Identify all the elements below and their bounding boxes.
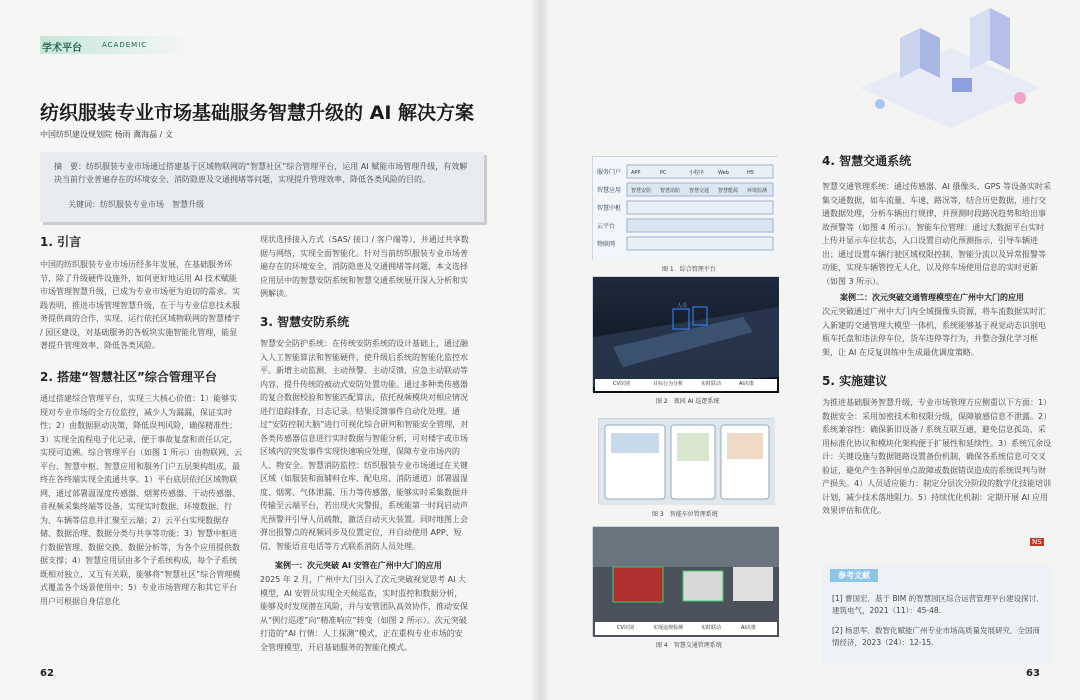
- section-5-heading: 5. 实施建议: [822, 374, 888, 388]
- column-2-intro: 现状选择接入方式（SAS/ 接口 / 客户端等），并通过共享数据与网络，实现全面智能化。针对当前纺织服装专业市场普遍存在的环境安全、消防隐患及交通拥堵等问题，本文选择应用层中的智慧安防系统和智慧交通系统展开深入分析和实例解读。: [260, 235, 469, 298]
- case-1-body: 2025 年 2 月，广州中大门引入了次元突破视觉思考 AI 大模型，AI 安管员实现全天候巡查，实时监控和数据分析，能够及时发现潜在风险，并与安管团队高效协作，推动安保从“例行巡逻”向“精准响应”转变（如图 2 所示）。次元突破打造的“AI 行情：人工探测”模式，正在重构专业市场的安全管理模型，开启基础服务的智能化模式。: [260, 575, 468, 652]
- abstract-text: 摘 要：纺织服装专业市场通过搭建基于区域物联网的“智慧社区”综合管理平台，运用 AI 赋能市场管理升级，有效解决当前行业普遍存在的环境安全、消防隐患及交通拥堵等问题，实现提升管理效率、降低各类风险的目的。: [54, 162, 468, 184]
- detection-label: 人员: [677, 303, 688, 309]
- end-mark: NS: [1032, 538, 1042, 546]
- figure-3-svg: [599, 419, 775, 505]
- fig1-cell: 智慧能源: [718, 188, 739, 194]
- figure-4-photo: [592, 526, 778, 636]
- article-authors: 中国纺织建设规划院 杨雨 冀海磊 / 文: [40, 130, 173, 139]
- fig1-row-box: [627, 237, 773, 250]
- page-number-right: 63: [1026, 668, 1040, 679]
- isometric-city-illustration: [840, 8, 1060, 148]
- references-heading: 参考文献: [830, 569, 878, 582]
- section-2-heading: 2. 搭建“智慧社区”综合管理平台: [40, 370, 217, 384]
- fig1-cell: 智慧安防: [631, 188, 652, 194]
- figure-3-caption: 图 3 智能车位管理系统: [652, 511, 718, 518]
- fig1-row-box: [627, 219, 773, 232]
- figure-3-screens: [598, 418, 774, 504]
- fig1-cell: 小程序: [689, 170, 705, 176]
- fig1-cell: APP: [631, 170, 641, 176]
- fig1-row-label: 智慧中枢: [597, 205, 622, 212]
- fig1-cell: 环境监测: [747, 188, 768, 194]
- section-3-body: 智慧安全防护系统：在传统安防系统的设计基础上，通过融入人工智能算法和智能硬件，使升级后系统的智能化监控水平。新增主动监测、主动预警、主动反馈、应急主动联动等内容，提升传统的被动式安防处置功能。通过多种类传感器的复合数据校验和智能匹配算法，依托视频模块对相应情况进行追踪排查，日志记录。结果反馈事件自动化处理。通过“安防控制大脑”进行可视化综合研判和智能安全管理，对各类传感器信息进行实时数据与智能分析，可对楼宇或市场区域内的突发事件实现快速响应处理，保障专业市场内的人、物安全。智慧消防监控：纺织服装专业市场通过在关键区域（如服装和面辅料仓库、配电房、消防通道）部署温湿度、烟雾、气体泄漏、压力等传感器，能够实时采集数据并传输至云端平台，若出现火灾警报，系统能第一时间启动声光预警并引导人员疏散，激活自动灭火装置。同时地图上会弹出报警点的视频同步及位置定位，并自动使用 APP、短信、智能语音电话等方式联系消防人员处理。: [260, 339, 469, 551]
- case-2-body: 次元突破通过广州中大门内全域摄像头资源，将车流数据实时汇入新建的交通管理大模型一体机，系统能够基于视觉动态识别电瓶车托盘和违法停车位，货车违停等行为，并整合强化学习框架，让 AI 在反复训练中生成最优调度策略。: [822, 307, 1046, 357]
- fig2-label-1: CV识别: [613, 381, 630, 387]
- fig1-cell: 智慧交通: [689, 188, 710, 194]
- fig4-label-3: 实时联动: [701, 625, 722, 631]
- case-1-heading: 案例一：次元突破 AI 安管在广州中大门的应用: [275, 561, 442, 570]
- section-1-heading: 1. 引言: [40, 235, 82, 249]
- fig1-cell: H5: [747, 170, 754, 176]
- figure-1-caption: 图 1 综合管理平台: [662, 266, 716, 273]
- reference-2: [2] 杨思军．数智化赋能广州专业市场高质量发展研究．全国商情经济，2023（24）：12-15.: [832, 626, 1041, 647]
- fig4-label-2: 实现违规检测: [653, 625, 684, 631]
- fig1-row-box: [627, 201, 773, 214]
- fig1-row-label: 云平台: [597, 223, 616, 230]
- section-label: 学术平台: [42, 43, 82, 54]
- figure-4-caption: 图 4 智慧交通管理系统: [656, 642, 722, 649]
- fig1-cell: Web: [718, 170, 729, 176]
- references-box: [822, 565, 1052, 665]
- figure-1-diagram: [592, 156, 778, 260]
- article-title: 纺织服装专业市场基础服务智慧升级的 AI 解决方案: [40, 102, 475, 124]
- case-2-heading: 案例二：次元突破交通管理模型在广州中大门的应用: [840, 293, 1024, 302]
- fig2-label-3: 实时联动: [701, 381, 722, 387]
- reference-1: [1] 曹国宏．基于 BIM 的智慧园区综合运营管理平台建设探讨．建筑电气，2021（11）：45-48.: [832, 594, 1044, 615]
- figure-1-svg: [593, 157, 779, 261]
- fig1-cell: 智慧消防: [660, 188, 681, 194]
- section-4-body: 智慧交通管理系统：通过传感器、AI 摄像头、GPS 等设备实时采集交通数据，如车流量、车速、路况等，结合历史数据，进行交通数据处理，分析车辆出行规律，并预测时段路况趋势和给出事故预警等（如图 4 所示）。智能车位管理：通过大数据平台实时上传并显示车位状态，入口设置自动化预测指示，引导车辆进出；通过设置车辆行驶区域权限控制、智能分流以及异常报警等功能，实现车辆管控无人化，以及停车场使用信息的实时更新（如图 3 所示）。: [822, 182, 1052, 286]
- fig4-label-4: AI决策: [741, 625, 756, 631]
- figure-4-svg: [593, 527, 779, 637]
- figure-2-svg: [593, 277, 779, 393]
- figure-2-caption: 图 2 夜间 AI 巡逻系统: [656, 398, 720, 405]
- section-2-body: 通过搭建综合管理平台，实现三大核心价值：1）能够实现对专业市场的全方位监控，减少人为漏漏，保证实时性；2）由数据驱动决策，降低误判风险，确保精准性；3）实现全流程电子化记录，便于事故复盘和责任认定，实现可追溯。综合管理平台（如图 1 所示）由物联网、云平台、智慧中枢、智慧应用和服务门户五层架构组成，最终在各终端实现全流通共享。1）平台底层依托区域物联网，通过部署温湿度传感器、烟雾传感器、干动传感器、音视频采集终端等设备，实现实时数据、环境数据、行为、车辆等信息并汇聚至云端；2）云平台实现数据存储、数据治理、数据分类与共享等功能；3）智慧中枢进行数据管理、数据交换、数据分析等，为各个应用提供数据支撑；4）智慧应用层由多个子系统构成，每个子系统既相对独立，又互有关联，能够将“智慧社区”综合管理模式覆盖各个场景使用中；5）专业市场管理方和其它平台用户可根据自身信息化: [40, 394, 243, 606]
- page-gutter: [530, 0, 550, 700]
- fig1-row-label: 智慧应用: [597, 187, 622, 194]
- section-4-heading: 4. 智慧交通系统: [822, 154, 912, 168]
- figure-2-photo: [592, 276, 778, 392]
- fig1-row-label: 物联网: [597, 241, 616, 248]
- abstract-box: [40, 152, 484, 222]
- fig1-row-label: 服务门户: [597, 169, 622, 176]
- keywords-text: 关键词：纺织服装专业市场 智慧升级: [68, 200, 204, 209]
- fig2-label-4: AI决策: [739, 381, 754, 387]
- section-5-body: 为推进基础服务智慧升级，专业市场管理方应侧重以下方面：1）数据安全：采用加密技术和权限分级，保障敏感信息不泄露。2）系统兼容性：确保新旧设备 / 系统互联互通，避免信息孤岛，采用标准化协议和模块化架构便于扩展性和延续性。3）系统冗余设计：关键设施与数据链路设置备份机制，确保各系统信息可交叉验证，避免产生各种因单点故障或数据错误造成的系统误判与财产损失。4）人员适应能力：制定分层次分阶段的数字化技能培训计划，减少技术落地阻力。5）持续优化机制：定期开展 AI 应用效果评估和优化。: [822, 398, 1052, 515]
- section-3-heading: 3. 智慧安防系统: [260, 315, 350, 329]
- page-number-left: 62: [40, 668, 54, 679]
- fig4-label-1: CV识别: [617, 625, 634, 631]
- section-label-en: ACADEMIC: [102, 41, 148, 49]
- section-1-body: 中国的纺织服装专业市场历经多年发展，在基础服务环节，除了升级硬件设施外，如何更好地运用 AI 技术赋能市场管理智慧升级，已成为专业市场更为迫切的需求。实践表明，推进市场管理智慧升级，在于与专业信息技术服务提供商的合作，实现、运行依托区域物联网的智慧楼宇 / 园区建设，对基础服务的各板块实施智能化管理，能显著提升管理效率、降低各类风险。: [40, 260, 240, 350]
- fig2-label-2: 目标行为分析: [653, 381, 684, 387]
- fig1-cell: PC: [660, 170, 667, 176]
